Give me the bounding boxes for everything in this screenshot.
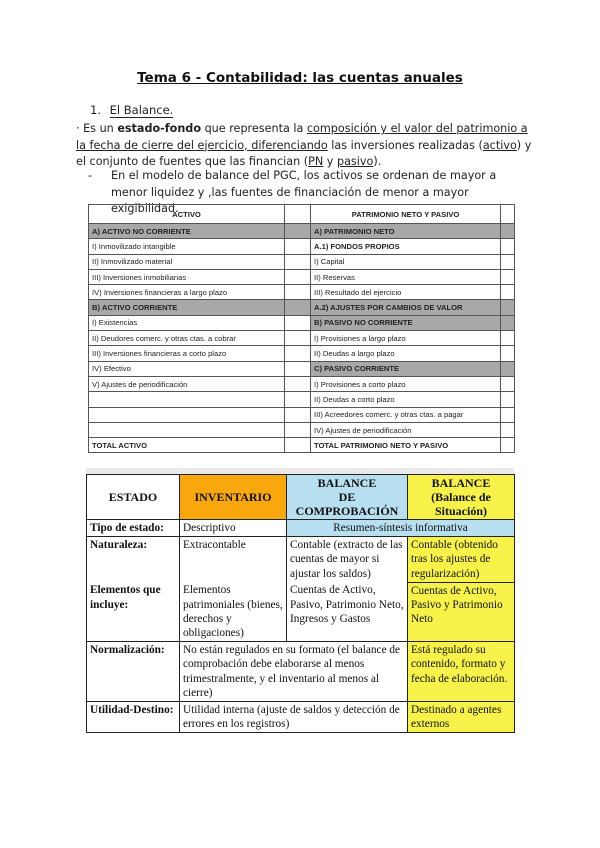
balance-cell-empty — [501, 392, 515, 407]
balance-total-pn-pasivo: TOTAL PATRIMONIO NETO Y PASIVO — [311, 438, 501, 453]
balance-cell-empty — [285, 346, 311, 361]
header-line: BALANCE — [431, 476, 491, 490]
header-balance-situacion — [408, 475, 515, 520]
para-bold-term: estado-fondo — [117, 122, 202, 135]
header-estado: ESTADO — [87, 475, 180, 520]
balance-cell: I) Capital — [311, 254, 501, 269]
cell-merged: No están regulados en su formato (el balance de comprobación debe elaborarse al menos trimestralmente, y el inventario al menos al cierre) — [180, 642, 408, 702]
section-label: El Balance. — [109, 103, 174, 117]
table-row — [89, 407, 515, 422]
balance-cell: II) Deudores comerc. y otras ctas. a cobrar — [89, 331, 285, 346]
table-row — [89, 438, 515, 453]
balance-header-activo: ACTIVO — [89, 205, 285, 224]
header-inventario: INVENTARIO — [180, 475, 287, 520]
balance-cell: B) ACTIVO CORRIENTE — [89, 300, 285, 315]
balance-cell-empty — [501, 205, 515, 224]
table-row — [87, 582, 515, 641]
balance-cell — [89, 422, 285, 437]
section-number: 1. — [90, 103, 101, 117]
row-label: Normalización: — [87, 642, 180, 702]
balance-cell-empty — [285, 205, 311, 224]
table-row — [89, 361, 515, 376]
balance-cell-empty — [501, 331, 515, 346]
cell: Contable (extracto de las cuentas de mayor si ajustar los saldos) — [287, 537, 408, 583]
table-row — [89, 315, 515, 330]
table-row — [89, 254, 515, 269]
balance-cell-empty — [285, 224, 311, 239]
header-line: (Balance de — [431, 490, 491, 504]
balance-cell-empty — [501, 269, 515, 284]
para-text: y — [323, 155, 337, 169]
header-line: COMPROBACIÓN — [295, 504, 399, 518]
cell-merged: Utilidad interna (ajuste de saldos y detección de errores en los registros) — [180, 701, 408, 732]
balance-cell: III) Resultado del ejercicio — [311, 285, 501, 300]
balance-cell-empty — [501, 438, 515, 453]
balance-cell-empty — [501, 239, 515, 254]
balance-header-pn-pasivo: PATRIMONIO NETO Y PASIVO — [311, 205, 501, 224]
balance-cell-empty — [285, 300, 311, 315]
table-row — [87, 701, 515, 732]
balance-cell-empty — [501, 361, 515, 376]
balance-cell-empty — [501, 224, 515, 239]
cell: Descriptivo — [180, 520, 287, 537]
balance-cell: IV) Inversiones financieras a largo plazo — [89, 285, 285, 300]
balance-cell-empty — [285, 254, 311, 269]
balance-cell-empty — [501, 300, 515, 315]
balance-cell-empty — [501, 346, 515, 361]
header-line: DE — [338, 490, 356, 504]
balance-cell-empty — [285, 407, 311, 422]
balance-cell: I) Provisiones a corto plazo — [311, 376, 501, 391]
balance-cell: II) Inmovilizado material — [89, 254, 285, 269]
table-row — [89, 239, 515, 254]
balance-cell: B) PASIVO NO CORRIENTE — [311, 315, 501, 330]
balance-cell: C) PASIVO CORRIENTE — [311, 361, 501, 376]
balance-cell: A) ACTIVO NO CORRIENTE — [89, 224, 285, 239]
header-line: BALANCE — [317, 476, 377, 490]
table-row — [87, 642, 515, 702]
row-label: Utilidad-Destino: — [87, 701, 180, 732]
para-text: · Es un — [76, 122, 118, 135]
balance-cell: III) Inversiones inmobiliarias — [89, 269, 285, 284]
balance-cell: I) Existencias — [89, 315, 285, 330]
balance-cell: II) Reservas — [311, 269, 501, 284]
header-line: Situación) — [434, 504, 487, 518]
balance-cell: I) Inmovilizado intangible — [89, 239, 285, 254]
balance-cell: II) Deudas a largo plazo — [311, 346, 501, 361]
balance-cell-empty — [501, 254, 515, 269]
balance-cell: IV) Ajustes de periodificación — [311, 422, 501, 437]
cell: Elementos patrimoniales (bienes, derechos y obligaciones) — [180, 582, 287, 641]
header-balance-comprobacion — [287, 475, 408, 520]
bullet-text: En el modelo de balance del PGC, los activos se ordenan de mayor a menor liquidez y ,las fuentes de financiación de menor a mayor exigibilidad. — [111, 169, 497, 216]
balance-cell: A.1) FONDOS PROPIOS — [311, 239, 501, 254]
cell: Extracontable — [180, 537, 287, 583]
balance-cell-empty — [285, 269, 311, 284]
para-text: ) y el conjunto de fuentes que las financian ( — [76, 138, 532, 169]
comparison-table-figure — [86, 468, 514, 743]
balance-cell-empty — [285, 285, 311, 300]
table-row — [89, 224, 515, 239]
balance-cell: I) Provisiones a largo plazo — [311, 331, 501, 346]
comparison-header-row — [87, 475, 515, 520]
balance-cell-empty — [285, 422, 311, 437]
balance-cell: IV) Efectivo — [89, 361, 285, 376]
row-label: Naturaleza: — [87, 537, 180, 583]
table-row — [89, 331, 515, 346]
table-row — [89, 300, 515, 315]
balance-table — [88, 204, 515, 453]
balance-cell-empty — [285, 438, 311, 453]
balance-cell: V) Ajustes de periodificación — [89, 376, 285, 391]
definition-paragraph — [76, 121, 536, 171]
para-text: ). — [373, 155, 382, 169]
balance-cell — [89, 407, 285, 422]
balance-cell-empty — [285, 239, 311, 254]
table-row — [89, 269, 515, 284]
row-label: Elementos que incluye: — [87, 582, 180, 641]
balance-cell-empty — [501, 376, 515, 391]
para-text: las inversiones realizadas ( — [327, 138, 483, 152]
balance-cell-empty — [501, 422, 515, 437]
table-row — [87, 537, 515, 583]
cell-merged: Resumen-síntesis informativa — [287, 520, 515, 537]
cell: Contable (obtenido tras los ajustes de regularización) — [408, 537, 515, 583]
balance-cell-empty — [285, 376, 311, 391]
cell: Cuentas de Activo, Pasivo, Patrimonio Neto, Ingresos y Gastos — [287, 582, 408, 641]
balance-cell: II) Deudas a corto plazo — [311, 392, 501, 407]
balance-cell-empty — [285, 315, 311, 330]
para-underlined: activo — [482, 138, 517, 152]
section-heading — [90, 103, 173, 117]
table-row — [89, 376, 515, 391]
para-underlined: pasivo — [336, 155, 374, 169]
balance-cell — [89, 392, 285, 407]
balance-cell-empty — [285, 361, 311, 376]
table-row — [89, 422, 515, 437]
balance-total-activo: TOTAL ACTIVO — [89, 438, 285, 453]
balance-cell: III) Inversiones financieras a corto plazo — [89, 346, 285, 361]
balance-cell: III) Acreedores comerc. y otras ctas. a pagar — [311, 407, 501, 422]
cell: Cuentas de Activo, Pasivo y Patrimonio Neto — [408, 582, 515, 641]
balance-cell-empty — [501, 315, 515, 330]
row-label: Tipo de estado: — [87, 520, 180, 537]
comparison-table — [86, 474, 515, 733]
cell: Está regulado su contenido, formato y fecha de elaboración. — [408, 642, 515, 702]
para-underlined: PN — [308, 155, 324, 169]
balance-cell-empty — [285, 392, 311, 407]
balance-cell: A.2) AJUSTES POR CAMBIOS DE VALOR — [311, 300, 501, 315]
balance-cell-empty — [501, 285, 515, 300]
para-underlined: composición y el valor del patrimonio a la fecha de cierre del ejercicio, diferenciando — [76, 122, 528, 152]
bullet-dash: - — [88, 169, 93, 182]
table-row — [89, 285, 515, 300]
balance-cell: A) PATRIMONIO NETO — [311, 224, 501, 239]
para-text: que representa la — [201, 122, 307, 135]
balance-header-row — [89, 205, 515, 224]
table-row — [89, 346, 515, 361]
page-title: Tema 6 - Contabilidad: las cuentas anuales — [137, 70, 463, 86]
balance-cell-empty — [285, 331, 311, 346]
balance-cell-empty — [501, 407, 515, 422]
cell: Destinado a agentes externos — [408, 701, 515, 732]
table-row — [89, 392, 515, 407]
table-row — [87, 520, 515, 537]
